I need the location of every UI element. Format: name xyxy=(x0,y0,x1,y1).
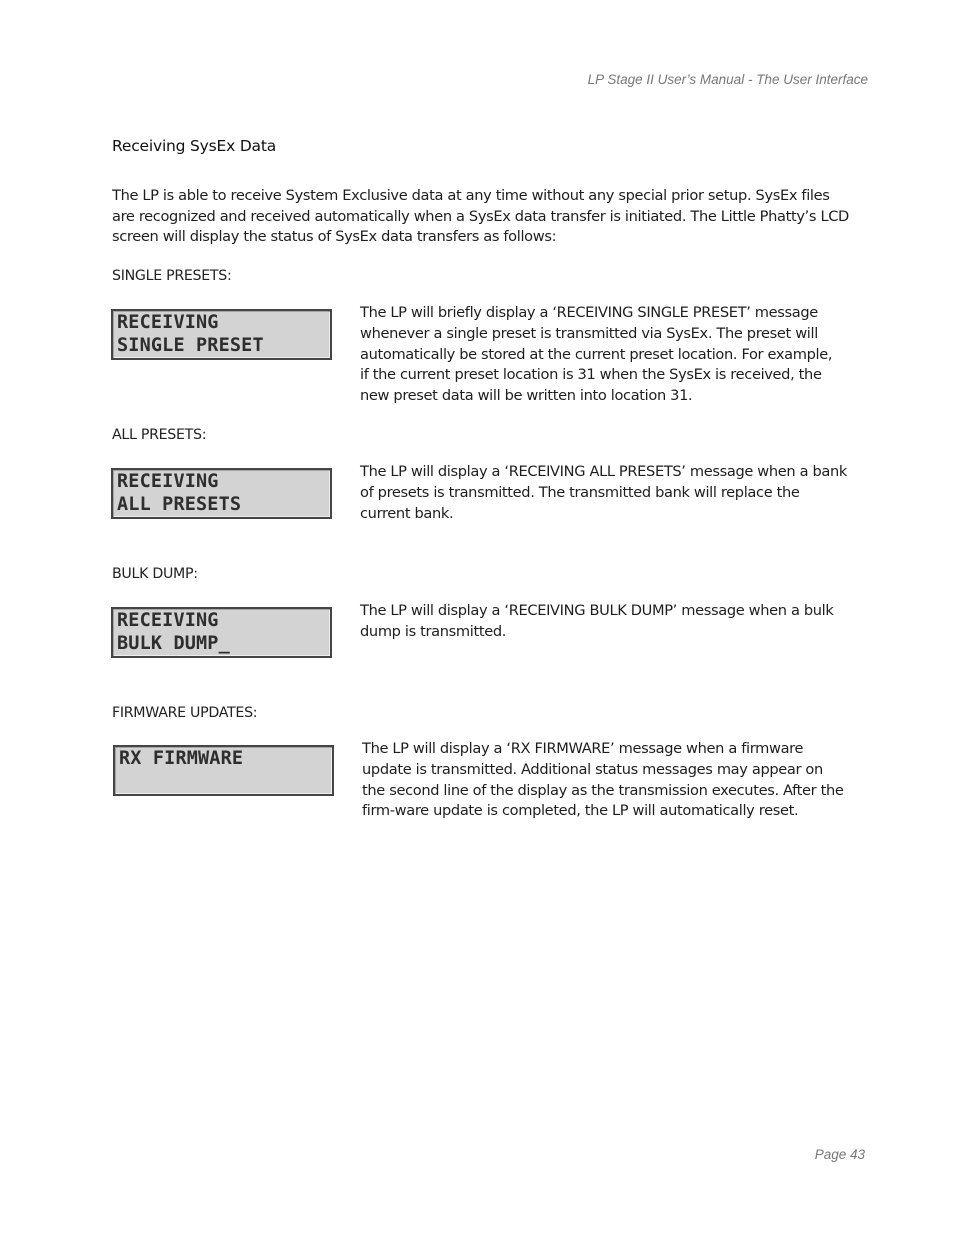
lcd-line-2: BULK DUMP_ xyxy=(117,633,230,654)
lcd-line-1: RX FIRMWARE xyxy=(119,748,244,769)
lcd-display-firmware xyxy=(113,745,334,796)
description-bulk-dump: The LP will display a ‘RECEIVING BULK DUMP’ message when a bulk dump is transmitted. xyxy=(360,602,834,640)
lcd-display-all-presets xyxy=(111,468,332,519)
section-title: Receiving SysEx Data xyxy=(112,137,277,155)
lcd-display-single-presets xyxy=(111,309,332,360)
description-all-presets: The LP will display a ‘RECEIVING ALL PRESETS’ message when a bank of presets is transmitted. The transmitted bank will replace the current bank. xyxy=(360,463,847,522)
description-firmware-updates: The LP will display a ‘RX FIRMWARE’ message when a firmware update is transmitted. Additional status messages may appear on the second line of the display as the transmission executes. After the firm-ware update is completed, the LP will automatically reset. xyxy=(362,740,844,820)
running-header: LP Stage II User’s Manual - The User Interface xyxy=(587,72,868,87)
lcd-line-2: ALL PRESETS xyxy=(117,494,242,515)
subhead-single-presets: SINGLE PRESETS: xyxy=(112,268,232,284)
subhead-bulk-dump: BULK DUMP: xyxy=(112,566,198,582)
page-number: Page 43 xyxy=(814,1147,865,1162)
lcd-line-1: RECEIVING xyxy=(117,471,219,492)
intro-paragraph: The LP is able to receive System Exclusive data at any time without any special prior setup. SysEx files are recognized and received automatically when a SysEx data transfer is initiated. The Little Phatty’s LCD screen will display the status of SysEx data transfers as follows: xyxy=(112,187,849,246)
subhead-firmware-updates: FIRMWARE UPDATES: xyxy=(112,705,258,721)
description-single-presets: The LP will briefly display a ‘RECEIVING SINGLE PRESET’ message whenever a single preset is transmitted via SysEx. The preset will automatically be stored at the current preset location. For example, if the current preset location is 31 when the SysEx is received, the new preset data will be written into location 31. xyxy=(360,304,833,405)
subhead-all-presets: ALL PRESETS: xyxy=(112,427,207,443)
lcd-display-bulk-dump xyxy=(111,607,332,658)
lcd-line-1: RECEIVING xyxy=(117,312,219,333)
lcd-line-2: SINGLE PRESET xyxy=(117,335,264,356)
lcd-line-1: RECEIVING xyxy=(117,610,219,631)
